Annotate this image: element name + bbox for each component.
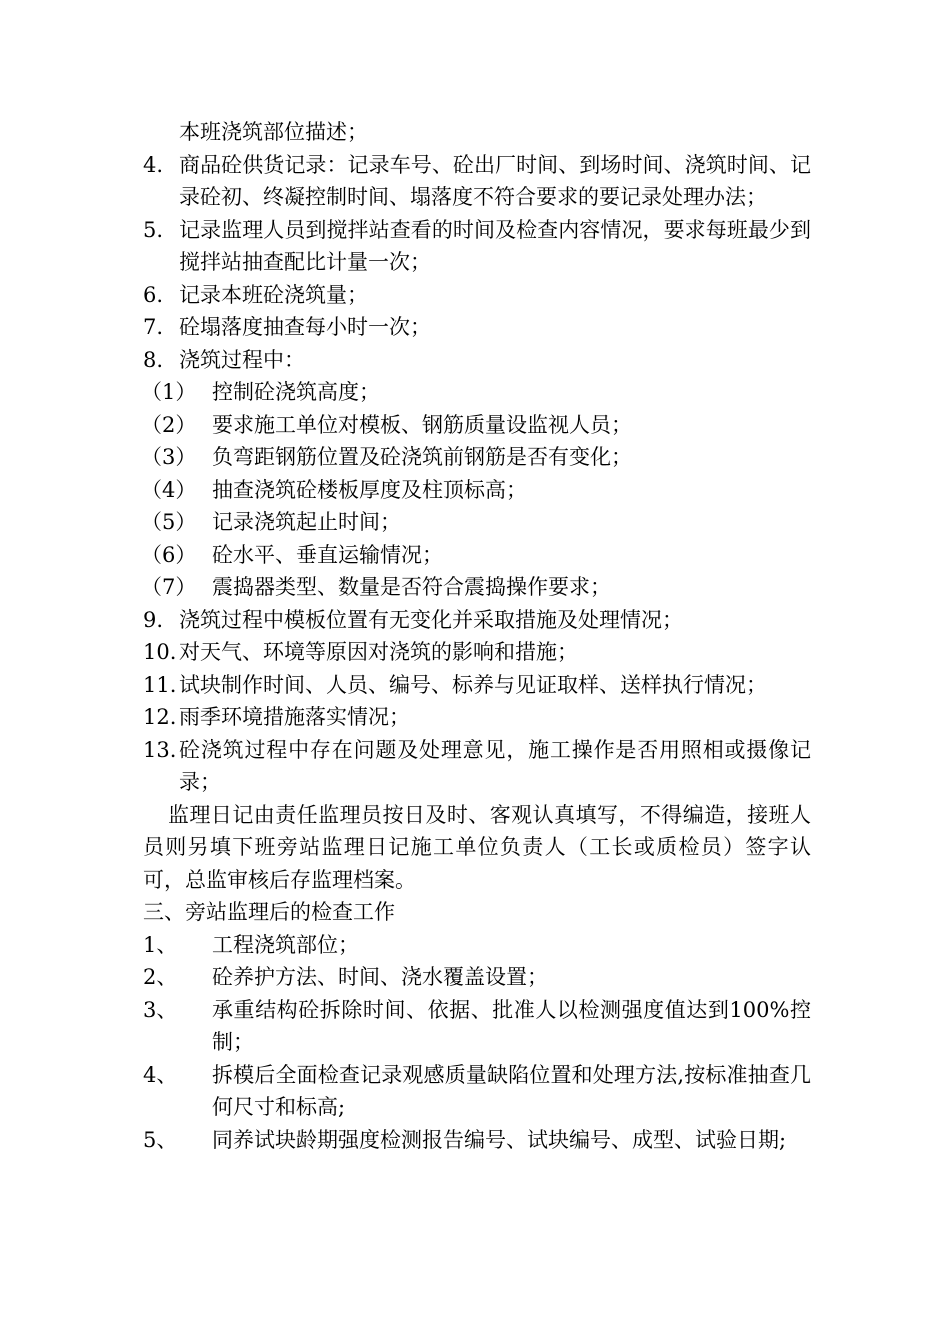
list-item-text: 砼养护方法、时间、浇水覆盖设置； [212,965,548,989]
sub-list-item [141,539,811,572]
closing-paragraph: 监理日记由责任监理员按日及时、客观认真填写，不得编造，接班人员则另填下班旁站监理日记施工单位负责人（工长或质检员）签字认可，总监审核后存监理档案。 [143,802,811,892]
continuation-line: 本班浇筑部位描述； [179,120,368,144]
sub-list-item [141,441,811,474]
list-item-number: 8. [143,347,164,372]
list-item [143,344,811,377]
numbered-list-c [143,929,811,1157]
list-item-text: 商品砼供货记录：记录车号、砼出厂时间、到场时间、浇筑时间、记录砼初、终凝控制时间、塌落度不符合要求的要记录处理办法； [179,152,811,209]
list-item-text: 砼塌落度抽查每小时一次； [179,315,431,339]
list-item [143,604,811,637]
list-item-number: 11. [143,672,177,697]
list-item-text: 砼浇筑过程中存在问题及处理意见，施工操作是否用照相或摄像记录； [179,737,811,794]
list-item-number: 3、 [143,997,178,1022]
sub-list-item-text: 砼水平、垂直运输情况； [212,542,443,567]
list-item-text: 浇筑过程中模板位置有无变化并采取措施及处理情况； [179,607,683,632]
sub-list-item [141,506,811,539]
list-item-number: 7. [143,315,164,339]
list-item [143,669,811,702]
list-item-text: 工程浇筑部位； [212,932,359,957]
list-item [143,149,811,214]
sub-list-item-number: （3） [141,445,197,469]
list-item-text: 浇筑过程中： [179,347,305,372]
sub-list-item-number: （4） [141,477,197,502]
list-item-number: 13. [143,737,177,762]
sub-list-item-text: 要求施工单位对模板、钢筋质量设监视人员； [212,412,632,437]
list-item-number: 12. [143,705,177,729]
list-item-text: 记录本班砼浇筑量； [179,282,368,307]
list-item [143,929,811,962]
list-item-number: 5、 [143,1127,178,1152]
list-item-number: 10. [143,640,177,664]
list-item-text: 试块制作时间、人员、编号、标养与见证取样、送样执行情况； [179,672,767,697]
list-item-text: 同养试块龄期强度检测报告编号、试块编号、成型、试验日期; [212,1127,787,1152]
numbered-list-b [143,604,811,799]
list-item-number: 5. [143,217,164,242]
list-item-text: 拆模后全面检查记录观感质量缺陷位置和处理方法,按标准抽查几何尺寸和标高; [212,1062,811,1119]
document-body [143,116,811,1156]
list-item [143,311,811,344]
list-item [143,1124,811,1157]
list-item [143,279,811,312]
list-item-number: 1、 [143,932,178,957]
sub-list-item-text: 记录浇筑起止时间； [212,510,401,534]
sub-list-item [141,571,811,604]
list-item [143,734,811,799]
list-item [143,701,811,734]
list-item-number: 9. [143,607,164,632]
list-item [143,636,811,669]
list-item [143,961,811,994]
numbered-list-a [143,149,811,377]
sub-list-item-text: 负弯距钢筋位置及砼浇筑前钢筋是否有变化； [212,445,632,469]
list-item [143,214,811,279]
sub-list-item [141,409,811,442]
list-item-text: 承重结构砼拆除时间、依据、批准人以检测强度值达到100%控制； [212,997,811,1054]
sub-list-item-number: （6） [141,542,197,567]
sub-list-item-text: 抽查浇筑砼楼板厚度及柱顶标高； [212,477,527,502]
sub-list-item [141,376,811,409]
sub-list-item-number: （1） [141,380,197,404]
sub-list [143,376,811,604]
list-item-number: 4. [143,152,164,177]
sub-list-item-number: （7） [141,575,197,599]
list-item-number: 2、 [143,965,178,989]
list-item [143,1059,811,1124]
sub-list-item-text: 震捣器类型、数量是否符合震捣操作要求； [212,575,611,599]
list-item [143,994,811,1059]
sub-list-item [141,474,811,507]
list-item-text: 对天气、环境等原因对浇筑的影响和措施； [179,640,578,664]
sub-list-item-number: （2） [141,412,197,437]
list-item-text: 记录监理人员到搅拌站查看的时间及检查内容情况，要求每班最少到搅拌站抽查配比计量一次； [179,217,811,274]
sub-list-item-text: 控制砼浇筑高度； [212,380,380,404]
list-item-text: 雨季环境措施落实情况； [179,705,410,729]
list-item-number: 6. [143,282,164,307]
sub-list-item-number: （5） [141,510,197,534]
section-heading: 三、旁站监理后的检查工作 [143,900,395,924]
list-item-number: 4、 [143,1062,178,1087]
